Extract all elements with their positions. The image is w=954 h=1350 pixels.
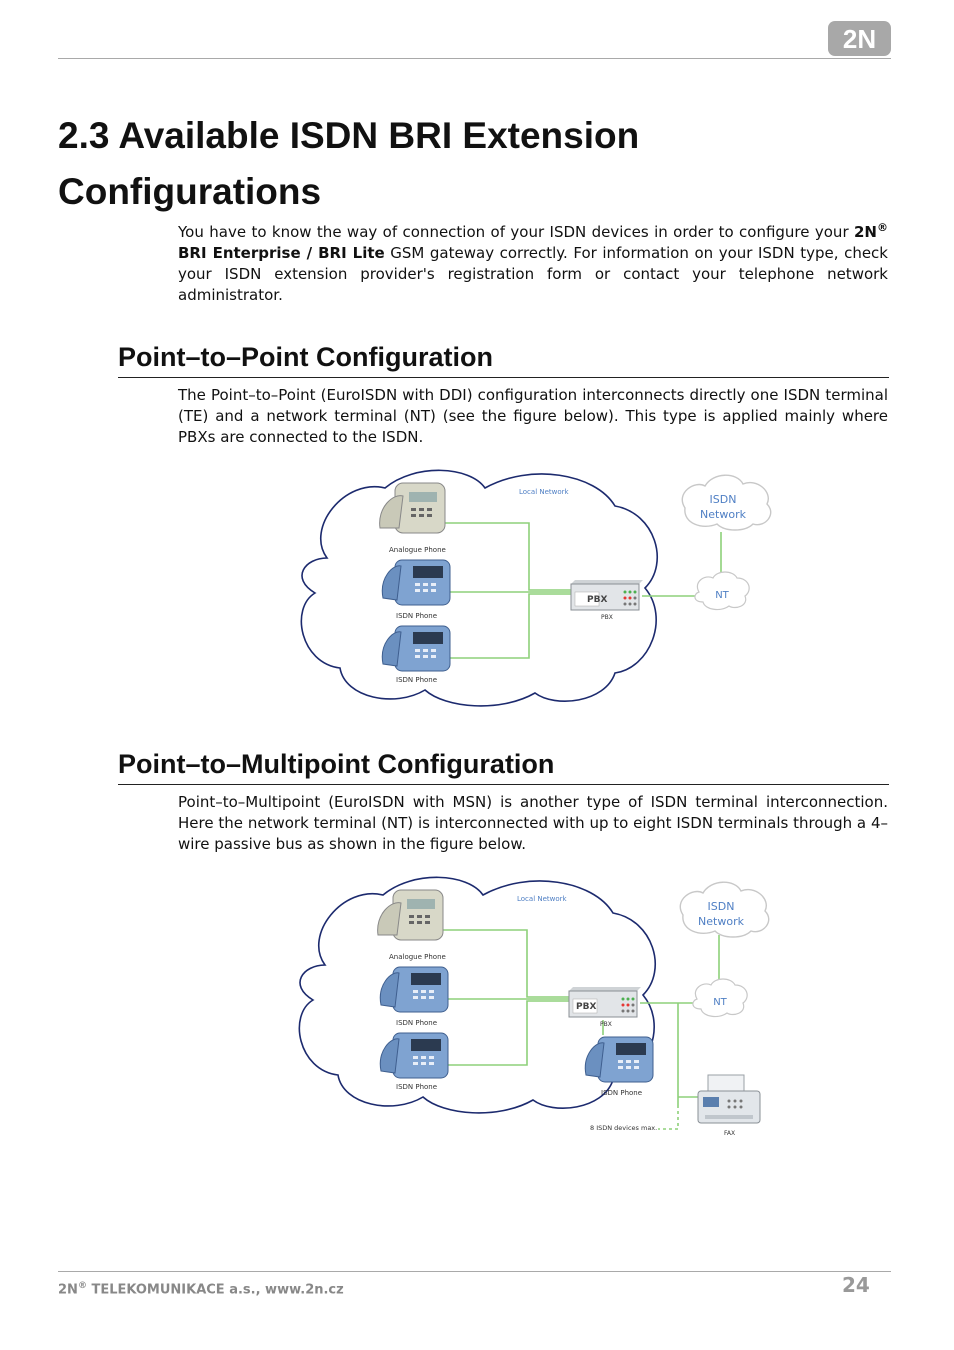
chapter-title: 2.3 Available ISDN BRI Extension Configurations	[58, 115, 640, 212]
isdn-phone-label-3: ISDN Phone	[601, 1089, 643, 1097]
pbx-box-label: PBX	[576, 1002, 597, 1012]
fax-icon	[698, 1075, 760, 1123]
isdn-phone-label-2: ISDN Phone	[396, 676, 438, 684]
isdn-network-label-line2: Network	[698, 915, 744, 928]
local-network-label: Local Network	[519, 488, 569, 496]
intro-product: BRI Enterprise / BRI Lite	[178, 244, 385, 262]
section-heading-point-to-point: Point–to–Point Configuration	[118, 340, 889, 378]
pbx-box-label: PBX	[587, 595, 608, 605]
nt-label: NT	[713, 997, 727, 1008]
footer-company	[58, 1281, 344, 1297]
isdn-network-label-line1: ISDN	[709, 493, 737, 506]
section-body-point-to-multipoint: Point–to–Multipoint (EuroISDN with MSN) is another type of ISDN terminal interconnection. Here the network terminal (NT) is interconnected with up to eight ISDN terminals through a 4–wire passive bus as shown in the figure below.	[178, 793, 888, 853]
isdn-phone-label-2: ISDN Phone	[396, 1083, 438, 1091]
intro-reg-mark: ®	[877, 221, 888, 234]
section-body-point-to-point: The Point–to–Point (EuroISDN with DDI) configuration interconnects directly one ISDN terminal (TE) and a network terminal (NT) (see the figure below). This type is applied mainly where PBXs are connected to the ISDN.	[178, 386, 888, 446]
max-devices-note: 8 ISDN devices max.	[590, 1124, 658, 1132]
fax-label: FAX	[724, 1130, 736, 1137]
section-heading-point-to-multipoint: Point–to–Multipoint Configuration	[118, 747, 889, 785]
footer-reg-mark: ®	[77, 1281, 87, 1291]
isdn-network-label-line2: Network	[700, 508, 746, 521]
intro-brand: 2N	[854, 223, 877, 241]
isdn-network-label-line1: ISDN	[707, 900, 735, 913]
local-network-label: Local Network	[517, 895, 567, 903]
logo-text: 2N	[842, 24, 877, 54]
point-to-multipoint-diagram	[283, 875, 783, 1145]
footer-brand: 2N	[58, 1282, 78, 1298]
isdn-phone-label-1: ISDN Phone	[396, 612, 438, 620]
footer-company-rest: TELEKOMUNIKACE a.s., www.2n.cz	[86, 1282, 344, 1298]
footer-divider	[58, 1271, 891, 1272]
intro-text-after: GSM gateway correctly. For information on your ISDN type, check your ISDN extension provider's registration form or contact your telephone network administrator.	[178, 244, 888, 304]
nt-label: NT	[715, 590, 729, 601]
dotted-bus-extension	[658, 1105, 678, 1129]
analogue-phone-label: Analogue Phone	[389, 546, 446, 554]
page-number: 24	[842, 1273, 870, 1297]
company-logo	[828, 21, 891, 56]
intro-text-before: You have to know the way of connection of your ISDN devices in order to configure your	[178, 223, 854, 241]
analogue-phone-label: Analogue Phone	[389, 953, 446, 961]
pbx-caption: PBX	[600, 1021, 612, 1028]
point-to-point-diagram	[285, 468, 775, 708]
header-divider	[58, 58, 891, 59]
intro-paragraph	[178, 222, 888, 306]
pbx-caption: PBX	[601, 614, 613, 621]
isdn-phone-label-1: ISDN Phone	[396, 1019, 438, 1027]
